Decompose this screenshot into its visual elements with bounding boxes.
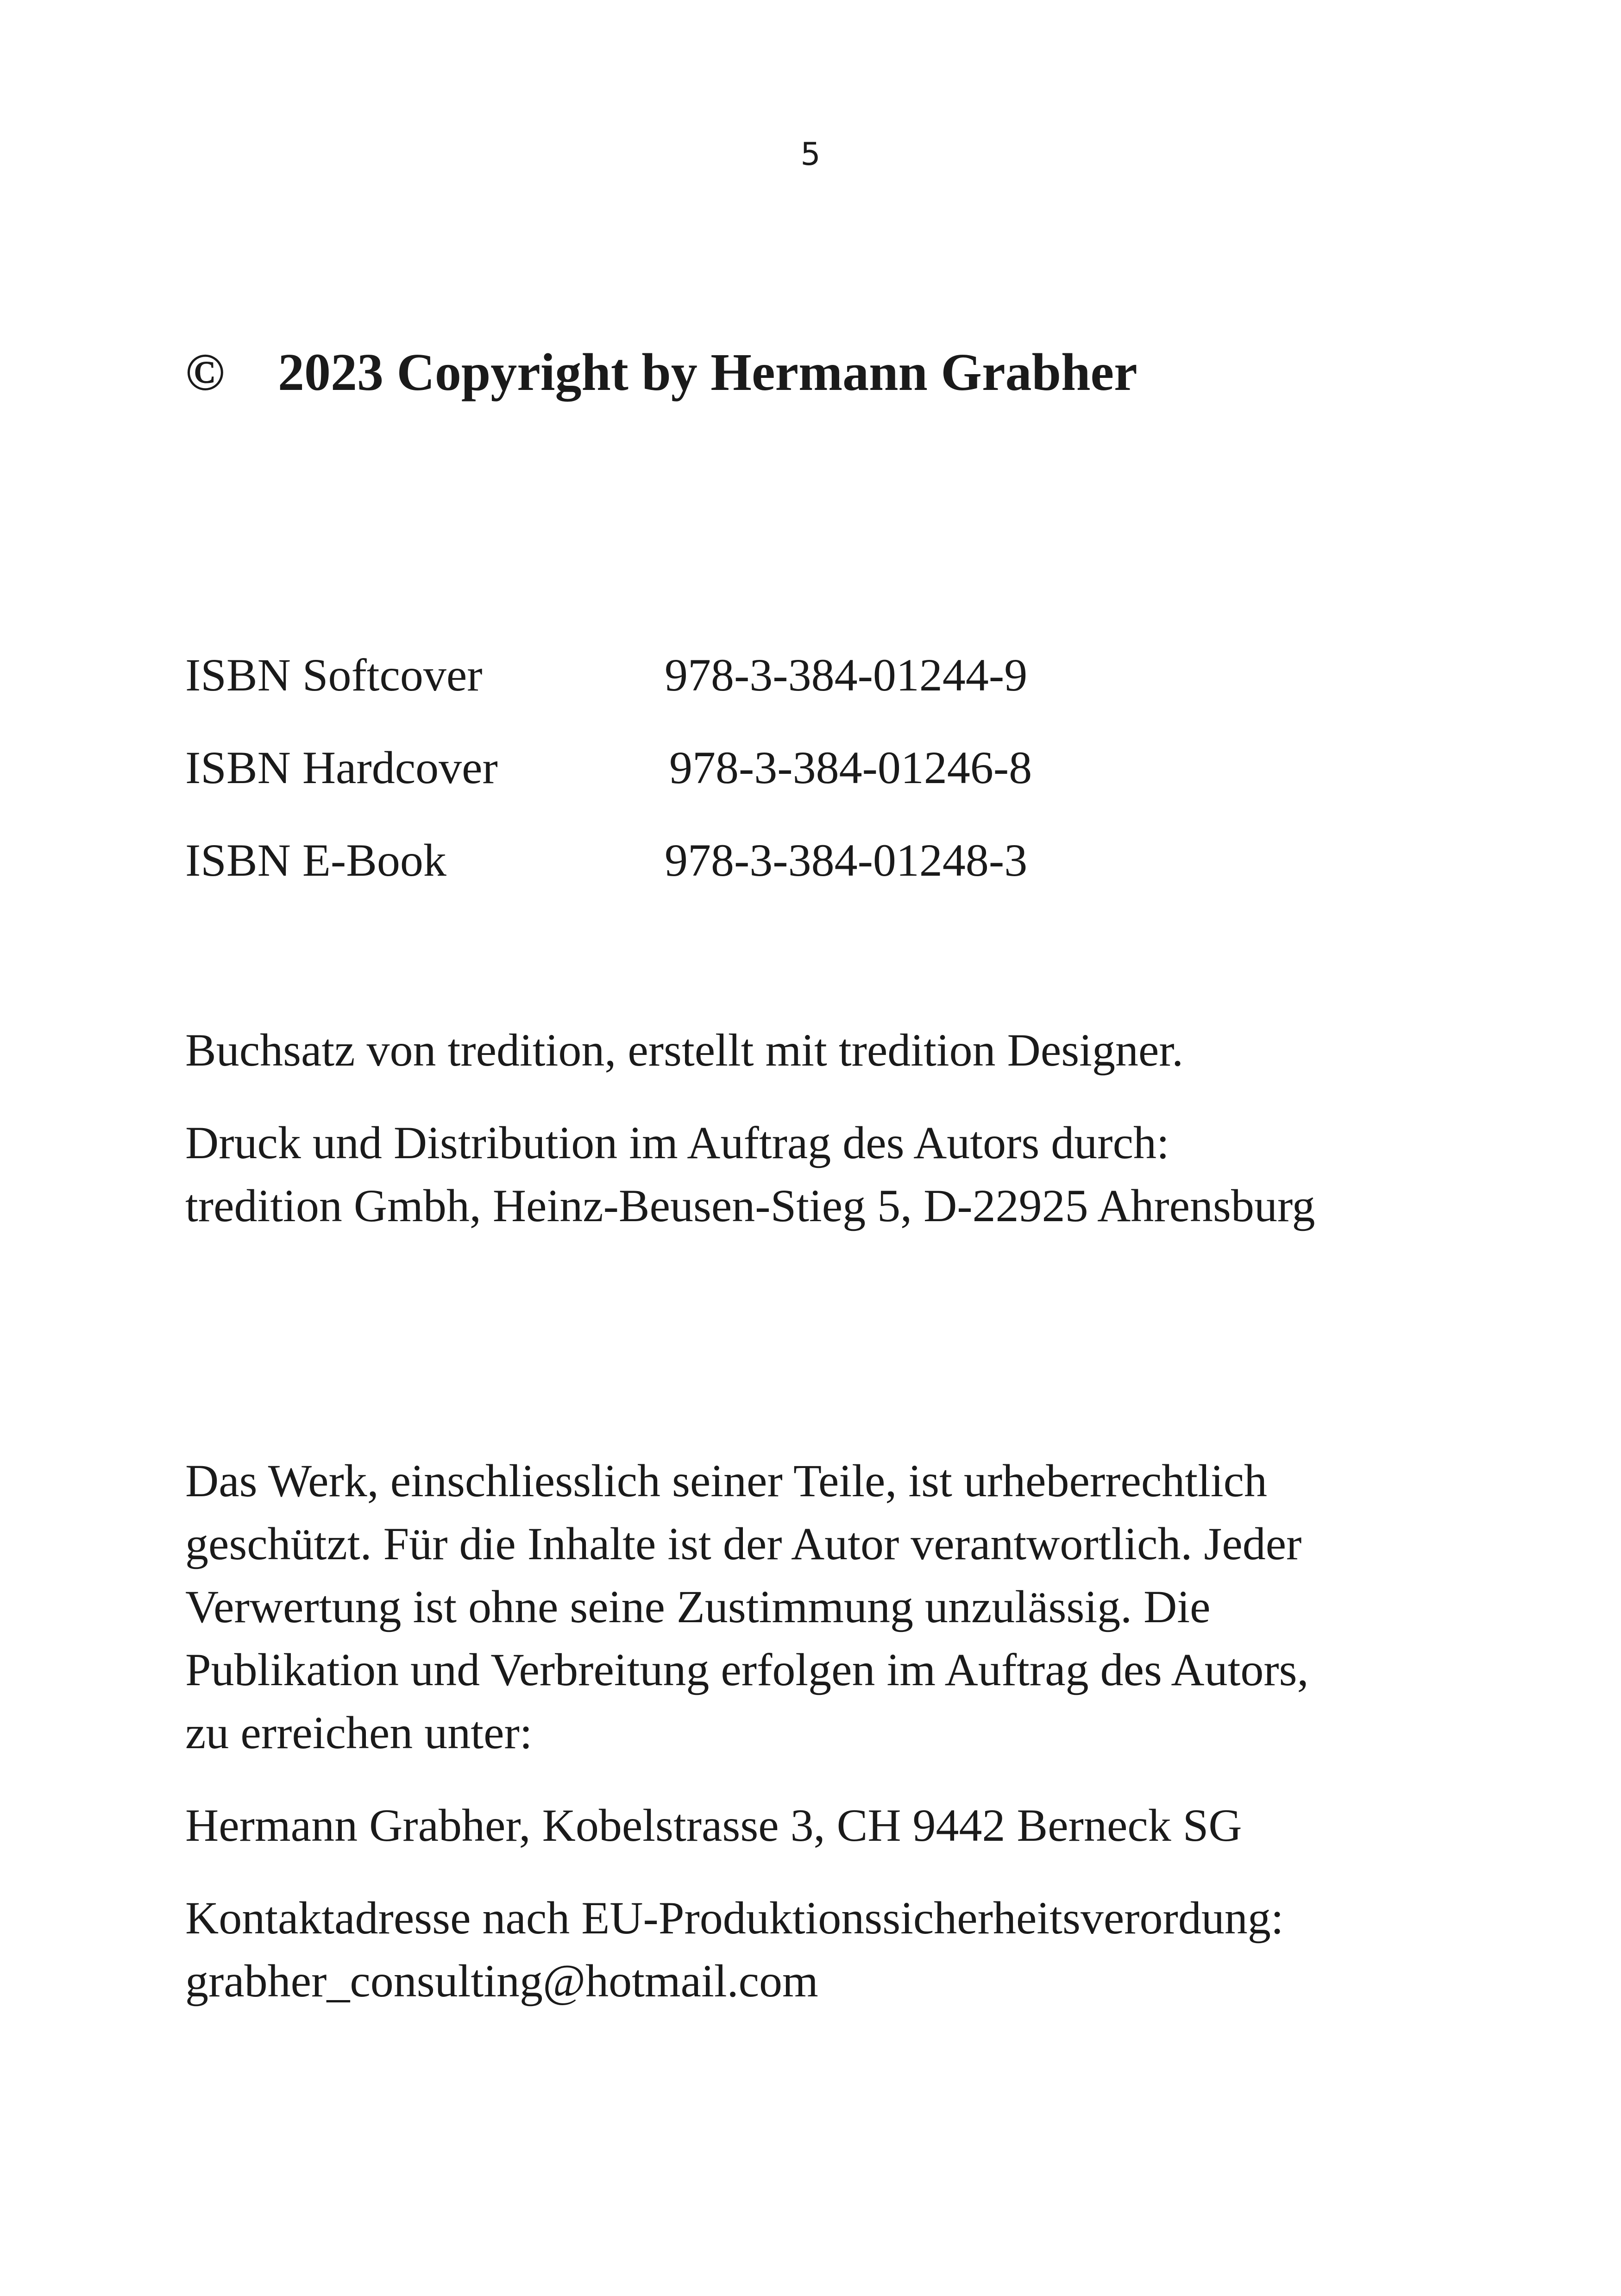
isbn-value: 978-3-384-01244-9 (665, 649, 1028, 701)
distribution-line: Druck und Distribution im Auftrag des Autors durch: (185, 1117, 1169, 1168)
isbn-value: 978-3-384-01248-3 (665, 834, 1028, 886)
isbn-row-softcover (185, 648, 1032, 741)
legal-notice (185, 1449, 1482, 2013)
copyright-text: 2023 Copyright by Hermann Grabher (278, 343, 1137, 401)
copyright-heading (185, 342, 1137, 402)
author-address: Hermann Grabher, Kobelstrasse 3, CH 9442 Berneck SG (185, 1800, 1242, 1851)
contact-email: grabher_consulting@hotmail.com (185, 1955, 818, 2007)
isbn-label: ISBN E-Book (185, 834, 446, 886)
contact-label: Kontaktadresse nach EU-Produktionssicherheitsverordung: (185, 1892, 1284, 1944)
legal-line: Verwertung ist ohne seine Zustimmung unzulässig. Die (185, 1581, 1211, 1632)
legal-line: Das Werk, einschliesslich seiner Teile, ist urheberrechtlich (185, 1455, 1268, 1506)
legal-line: geschützt. Für die Inhalte ist der Autor verantwortlich. Jeder (185, 1518, 1302, 1569)
isbn-list (185, 648, 1032, 926)
copyright-symbol: © (185, 343, 225, 401)
isbn-label: ISBN Hardcover (185, 742, 498, 793)
legal-line: Publikation und Verbreitung erfolgen im Auftrag des Autors, (185, 1644, 1309, 1695)
distribution-address: tredition Gmbh, Heinz-Beusen-Stieg 5, D-22925 Ahrensburg (185, 1180, 1315, 1231)
publishing-info (185, 1019, 1482, 1237)
legal-line: zu erreichen unter: (185, 1707, 533, 1758)
isbn-row-hardcover (185, 741, 1032, 834)
isbn-label: ISBN Softcover (185, 649, 483, 701)
typesetting-note: Buchsatz von tredition, erstellt mit tredition Designer. (185, 1024, 1184, 1076)
page-number: 5 (800, 136, 821, 173)
isbn-row-ebook (185, 834, 1032, 926)
isbn-value: 978-3-384-01246-8 (669, 742, 1032, 793)
